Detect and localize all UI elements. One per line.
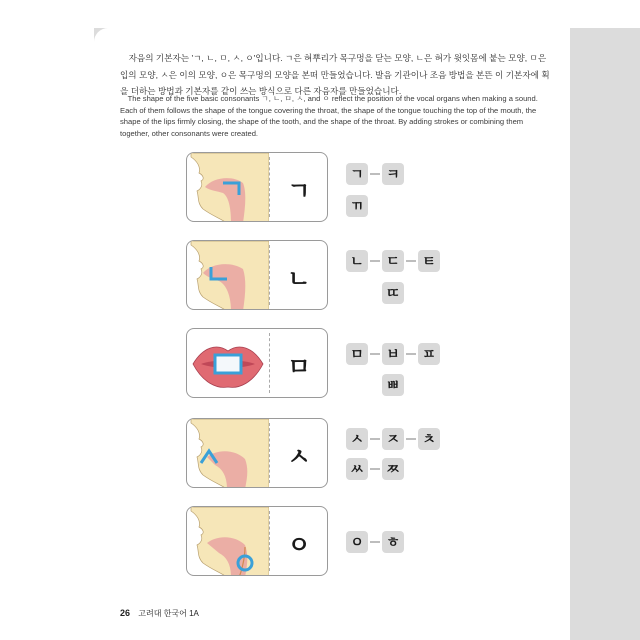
connector-dash <box>406 260 416 262</box>
connector-dash <box>370 468 380 470</box>
consonant-tile: ㅆ <box>346 458 368 480</box>
connector-dash <box>370 353 380 355</box>
articulation-card <box>186 506 328 576</box>
card-divider <box>269 423 270 483</box>
connector-dash <box>370 173 380 175</box>
consonant-tile: ㅈ <box>382 428 404 450</box>
articulation-card <box>186 240 328 310</box>
consonant-row-giyeok <box>186 152 328 222</box>
card-divider <box>269 511 270 571</box>
card-divider <box>269 245 270 305</box>
consonant-tile: ㅃ <box>382 374 404 396</box>
korean-intro-text: 자음의 기본자는 'ㄱ, ㄴ, ㅁ, ㅅ, ㅇ'입니다. ㄱ은 혀뿌리가 목구멍을 닫는 모양, ㄴ은 혀가 윗잇몸에 붙는 모양, ㅁ은 입의 모양, ㅅ은 이의 모양, ㅇ은 목구멍의 모양을 본떠 만들었습니다. 발음 기관이나 조음 방법을 본뜬 이 기본자에 획을 더하는 방법과 기본자를 같이 쓰는 방식으로 다른 자음자를 만들었습니다. <box>120 53 550 96</box>
connector-dash <box>370 541 380 543</box>
articulation-card <box>186 418 328 488</box>
consonant-tile: ㅌ <box>418 250 440 272</box>
consonant-tile: ㄲ <box>346 195 368 217</box>
articulation-card <box>186 328 328 398</box>
card-divider <box>269 157 270 217</box>
book-title: 고려대 한국어 1A <box>138 609 199 618</box>
tongue-gum-illustration <box>187 241 269 310</box>
consonant-row-nieun <box>186 240 328 310</box>
consonant-tile: ㄸ <box>382 282 404 304</box>
base-consonant: ㅅ <box>287 442 311 471</box>
page-number: 26 <box>120 608 131 618</box>
articulation-card <box>186 152 328 222</box>
lips-illustration <box>187 329 269 398</box>
throat-tongue-illustration <box>187 153 269 222</box>
consonant-tile: ㄷ <box>382 250 404 272</box>
consonant-tile: ㅊ <box>418 428 440 450</box>
base-consonant: ㅇ <box>287 530 311 559</box>
base-consonant: ㄴ <box>287 264 311 293</box>
consonant-tile: ㅇ <box>346 531 368 553</box>
consonant-tile: ㅉ <box>382 458 404 480</box>
consonant-tile: ㅂ <box>382 343 404 365</box>
consonant-row-ieung <box>186 506 328 576</box>
consonant-tile: ㄱ <box>346 163 368 185</box>
base-consonant: ㅁ <box>287 352 311 381</box>
consonant-tile: ㅍ <box>418 343 440 365</box>
consonant-tile: ㅎ <box>382 531 404 553</box>
card-divider <box>269 333 270 393</box>
teeth-illustration <box>187 419 269 488</box>
consonant-row-mieum <box>186 328 328 398</box>
consonant-tile: ㄴ <box>346 250 368 272</box>
consonant-row-siot <box>186 418 328 488</box>
consonant-tile: ㅅ <box>346 428 368 450</box>
base-consonant: ㄱ <box>287 176 311 205</box>
page-footer <box>120 608 199 619</box>
connector-dash <box>370 260 380 262</box>
connector-dash <box>406 438 416 440</box>
connector-dash <box>406 353 416 355</box>
english-intro-text: The shape of the five basic consonants ㄱ, ㄴ, ㅁ, ㅅ, and ㅇ reflect the position of the vocal organs when making a sound. Each of them follows the shape of the tongue covering the throat, the shape of the tongue touching the top of the mouth, the shape of the lips firmly closing, the shape of the tooth, and the shape of the throat. By adding strokes or combining them together, other consonants were created. <box>120 94 538 138</box>
connector-dash <box>370 438 380 440</box>
consonant-tile: ㅋ <box>382 163 404 185</box>
consonant-tile: ㅁ <box>346 343 368 365</box>
throat-illustration <box>187 507 269 576</box>
